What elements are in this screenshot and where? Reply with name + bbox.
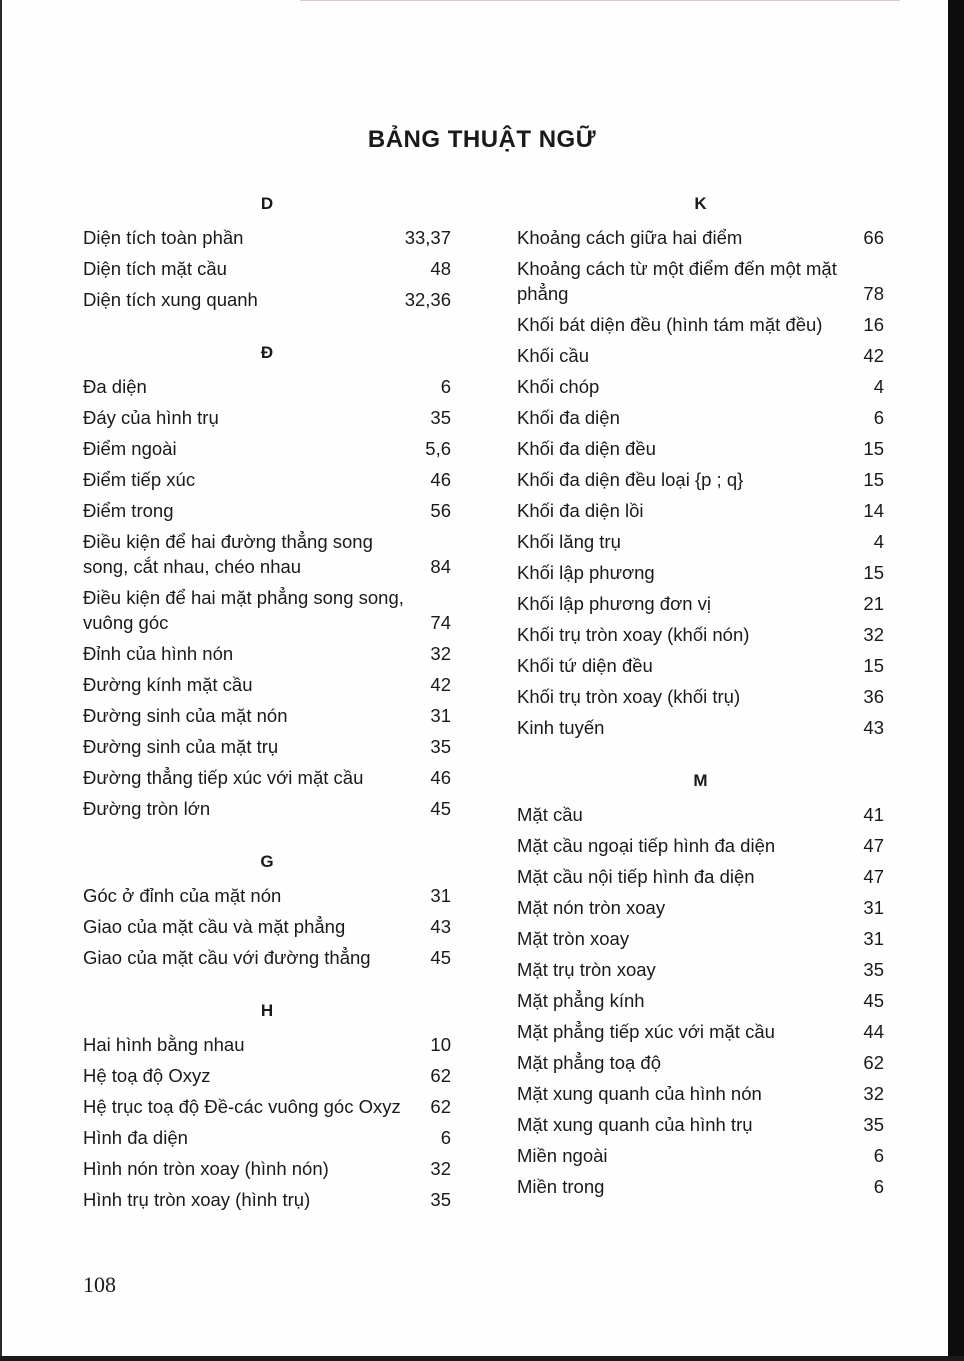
glossary-entry: [517, 985, 884, 1016]
glossary-entry: [83, 253, 451, 284]
glossary-entry: [517, 954, 884, 985]
glossary-entry: [517, 526, 884, 557]
entry-page: 32: [863, 624, 884, 645]
glossary-entry: [517, 1109, 884, 1140]
entry-page: 10: [430, 1034, 451, 1055]
scan-edge-right: [948, 0, 964, 1361]
entry-page: 45: [863, 990, 884, 1011]
entry-page: 45: [430, 798, 451, 819]
entry-term: Giao của mặt cầu và mặt phẳng: [83, 916, 346, 937]
entry-page: 48: [430, 258, 451, 279]
entry-page: 15: [863, 438, 884, 459]
entry-page: 31: [863, 928, 884, 949]
entry-page: 43: [863, 717, 884, 738]
entry-term: Khối lập phương: [517, 562, 655, 583]
section-gap: [83, 315, 451, 339]
glossary-entry: [83, 1029, 451, 1060]
glossary-entry: [517, 464, 884, 495]
entry-term: Đường kính mặt cầu: [83, 674, 253, 695]
glossary-entry: [517, 1140, 884, 1171]
entry-page: 62: [863, 1052, 884, 1073]
glossary-entry: [83, 1060, 451, 1091]
section-letter-h: H: [260, 1001, 274, 1020]
entry-page: 42: [430, 674, 451, 695]
entry-page: 15: [863, 469, 884, 490]
entry-term: Hệ trục toạ độ Đề-các vuông góc Oxyz: [83, 1096, 401, 1117]
glossary-entry: [83, 942, 451, 973]
entry-term: Mặt cầu: [517, 804, 583, 825]
entry-page: 44: [863, 1021, 884, 1042]
entry-term: Mặt cầu ngoại tiếp hình đa diện: [517, 835, 776, 856]
entry-term: Diện tích xung quanh: [83, 289, 258, 310]
entry-term: Điểm tiếp xúc: [83, 469, 196, 490]
glossary-entry: [83, 371, 451, 402]
entry-term: Khối chóp: [517, 376, 600, 397]
entry-page: 6: [440, 376, 451, 397]
section-gap: [517, 743, 884, 767]
glossary-entry: [83, 284, 451, 315]
section-gap: [83, 973, 451, 997]
entry-page: 62: [430, 1096, 451, 1117]
glossary-entry: [517, 309, 884, 340]
page-number: 108: [83, 1272, 116, 1297]
entry-page: 32: [430, 643, 451, 664]
entry-term: Giao của mặt cầu với đường thẳng: [83, 947, 371, 968]
entry-term: Hai hình bằng nhau: [83, 1034, 245, 1055]
entry-term: Khối đa diện lồi: [517, 500, 644, 521]
section-gap: [83, 824, 451, 848]
glossary-column-right: [517, 190, 884, 1202]
entry-term: Khối lăng trụ: [517, 531, 621, 552]
section-letter-g: G: [260, 852, 274, 871]
entry-term: Đường tròn lớn: [83, 798, 211, 819]
entry-term: Diện tích toàn phần: [83, 227, 244, 248]
entry-term: Điểm trong: [83, 500, 174, 521]
page-title: BẢNG THUẬT NGỮ: [367, 126, 597, 153]
entry-term: Khối bát diện đều (hình tám mặt đều): [517, 314, 823, 335]
section-letter-d: D: [260, 194, 274, 213]
glossary-entry: [517, 681, 884, 712]
entry-page: 35: [863, 959, 884, 980]
entry-page: 35: [430, 1189, 451, 1210]
entry-page: 35: [430, 407, 451, 428]
entry-page: 15: [863, 655, 884, 676]
entry-page: 6: [440, 1127, 451, 1148]
glossary-entry: [83, 1122, 451, 1153]
entry-term: Đa diện: [83, 376, 147, 397]
entry-page: 84: [430, 556, 451, 577]
entry-term: Điều kiện để hai mặt phẳng song song, vuông góc: [83, 587, 404, 633]
entry-term: Đường thẳng tiếp xúc với mặt cầu: [83, 767, 364, 788]
entry-page: 46: [430, 767, 451, 788]
entry-term: Mặt phẳng toạ độ: [517, 1052, 661, 1073]
glossary-entry: [83, 1184, 451, 1215]
entry-term: Mặt xung quanh của hình nón: [517, 1083, 762, 1104]
entry-page: 4: [873, 531, 884, 552]
entry-page: 35: [863, 1114, 884, 1135]
entry-term: Mặt trụ tròn xoay: [517, 959, 656, 980]
glossary-entry: [517, 253, 884, 309]
glossary-entry: [517, 799, 884, 830]
section-letter-m: M: [693, 771, 708, 790]
entry-term: Mặt nón tròn xoay: [517, 897, 666, 918]
section-letter-dd: Đ: [260, 343, 274, 362]
entry-term: Hình trụ tròn xoay (hình trụ): [83, 1189, 311, 1210]
entry-term: Hệ toạ độ Oxyz: [83, 1065, 211, 1086]
glossary-entry: [517, 619, 884, 650]
entry-page: 47: [863, 866, 884, 887]
glossary-entry: [83, 402, 451, 433]
entry-page: 35: [430, 736, 451, 757]
entry-term: Điều kiện để hai đường thẳng song song, cắt nhau, chéo nhau: [83, 531, 373, 577]
glossary-entry: [517, 1047, 884, 1078]
entry-term: Miền ngoài: [517, 1145, 608, 1166]
entry-term: Hình đa diện: [83, 1127, 188, 1148]
entry-page: 33,37: [404, 227, 451, 248]
glossary-entry: [517, 712, 884, 743]
glossary-column-left: [83, 190, 451, 1215]
glossary-entry: [517, 892, 884, 923]
glossary-entry: [517, 830, 884, 861]
entry-term: Mặt xung quanh của hình trụ: [517, 1114, 753, 1135]
section-letter-k: K: [694, 194, 707, 213]
entry-page: 5,6: [425, 438, 451, 459]
entry-term: Mặt cầu nội tiếp hình đa diện: [517, 866, 755, 887]
entry-term: Góc ở đỉnh của mặt nón: [83, 885, 282, 906]
glossary-entry: [83, 222, 451, 253]
entry-term: Mặt phẳng tiếp xúc với mặt cầu: [517, 1021, 775, 1042]
glossary-entry: [517, 923, 884, 954]
entry-page: 32: [863, 1083, 884, 1104]
entry-term: Khối lập phương đơn vị: [517, 593, 712, 614]
glossary-entry: [83, 731, 451, 762]
glossary-entry: [517, 650, 884, 681]
entry-page: 36: [863, 686, 884, 707]
glossary-entry: [517, 222, 884, 253]
entry-term: Khối trụ tròn xoay (khối nón): [517, 624, 750, 645]
glossary-entry: [83, 526, 451, 582]
entry-page: 31: [863, 897, 884, 918]
entry-term: Hình nón tròn xoay (hình nón): [83, 1158, 329, 1179]
entry-term: Diện tích mặt cầu: [83, 258, 227, 279]
glossary-entry: [83, 582, 451, 638]
entry-term: Đáy của hình trụ: [83, 407, 219, 428]
entry-page: 66: [863, 227, 884, 248]
glossary-entry: [83, 433, 451, 464]
scan-edge-top: [300, 0, 900, 1]
glossary-entry: [83, 495, 451, 526]
entry-page: 21: [863, 593, 884, 614]
entry-page: 47: [863, 835, 884, 856]
entry-term: Đường sinh của mặt trụ: [83, 736, 279, 757]
glossary-entry: [83, 464, 451, 495]
entry-page: 41: [863, 804, 884, 825]
entry-term: Khối đa diện đều loại {p ; q}: [517, 469, 744, 490]
entry-term: Khối đa diện đều: [517, 438, 656, 459]
entry-page: 4: [873, 376, 884, 397]
entry-term: Đỉnh của hình nón: [83, 643, 234, 664]
scan-edge-left: [0, 0, 2, 1361]
entry-page: 31: [430, 885, 451, 906]
entry-term: Đường sinh của mặt nón: [83, 705, 288, 726]
glossary-entry: [83, 762, 451, 793]
entry-page: 6: [873, 1145, 884, 1166]
glossary-entry: [517, 1016, 884, 1047]
glossary-entry: [83, 911, 451, 942]
glossary-entry: [517, 433, 884, 464]
entry-page: 6: [873, 407, 884, 428]
glossary-entry: [83, 793, 451, 824]
glossary-entry: [517, 340, 884, 371]
entry-term: Khối cầu: [517, 345, 589, 366]
glossary-entry: [517, 557, 884, 588]
entry-term: Điểm ngoài: [83, 438, 177, 459]
glossary-entry: [517, 1078, 884, 1109]
entry-term: Mặt tròn xoay: [517, 928, 630, 949]
glossary-entry: [83, 669, 451, 700]
glossary-entry: [517, 495, 884, 526]
entry-page: 6: [873, 1176, 884, 1197]
glossary-entry: [83, 880, 451, 911]
entry-page: 45: [430, 947, 451, 968]
glossary-entry: [517, 371, 884, 402]
entry-page: 14: [863, 500, 884, 521]
entry-term: Khối đa diện: [517, 407, 620, 428]
entry-page: 31: [430, 705, 451, 726]
entry-term: Khoảng cách từ một điểm đến một mặt phẳng: [517, 258, 837, 304]
glossary-entry: [517, 1171, 884, 1202]
glossary-entry: [83, 1153, 451, 1184]
entry-page: 62: [430, 1065, 451, 1086]
entry-page: 15: [863, 562, 884, 583]
entry-page: 32,36: [404, 289, 451, 310]
glossary-entry: [83, 1091, 451, 1122]
entry-page: 16: [863, 314, 884, 335]
entry-term: Kinh tuyến: [517, 717, 605, 738]
entry-term: Miền trong: [517, 1176, 605, 1197]
glossary-entry: [83, 638, 451, 669]
glossary-entry: [517, 861, 884, 892]
glossary-entry: [517, 588, 884, 619]
entry-term: Mặt phẳng kính: [517, 990, 645, 1011]
glossary-entry: [83, 700, 451, 731]
entry-term: Khối tứ diện đều: [517, 655, 653, 676]
entry-term: Khoảng cách giữa hai điểm: [517, 227, 743, 248]
entry-term: Khối trụ tròn xoay (khối trụ): [517, 686, 741, 707]
entry-page: 42: [863, 345, 884, 366]
glossary-entry: [517, 402, 884, 433]
entry-page: 32: [430, 1158, 451, 1179]
entry-page: 43: [430, 916, 451, 937]
entry-page: 46: [430, 469, 451, 490]
entry-page: 74: [430, 612, 451, 633]
scan-edge-bottom: [0, 1356, 964, 1361]
entry-page: 78: [863, 283, 884, 304]
entry-page: 56: [430, 500, 451, 521]
